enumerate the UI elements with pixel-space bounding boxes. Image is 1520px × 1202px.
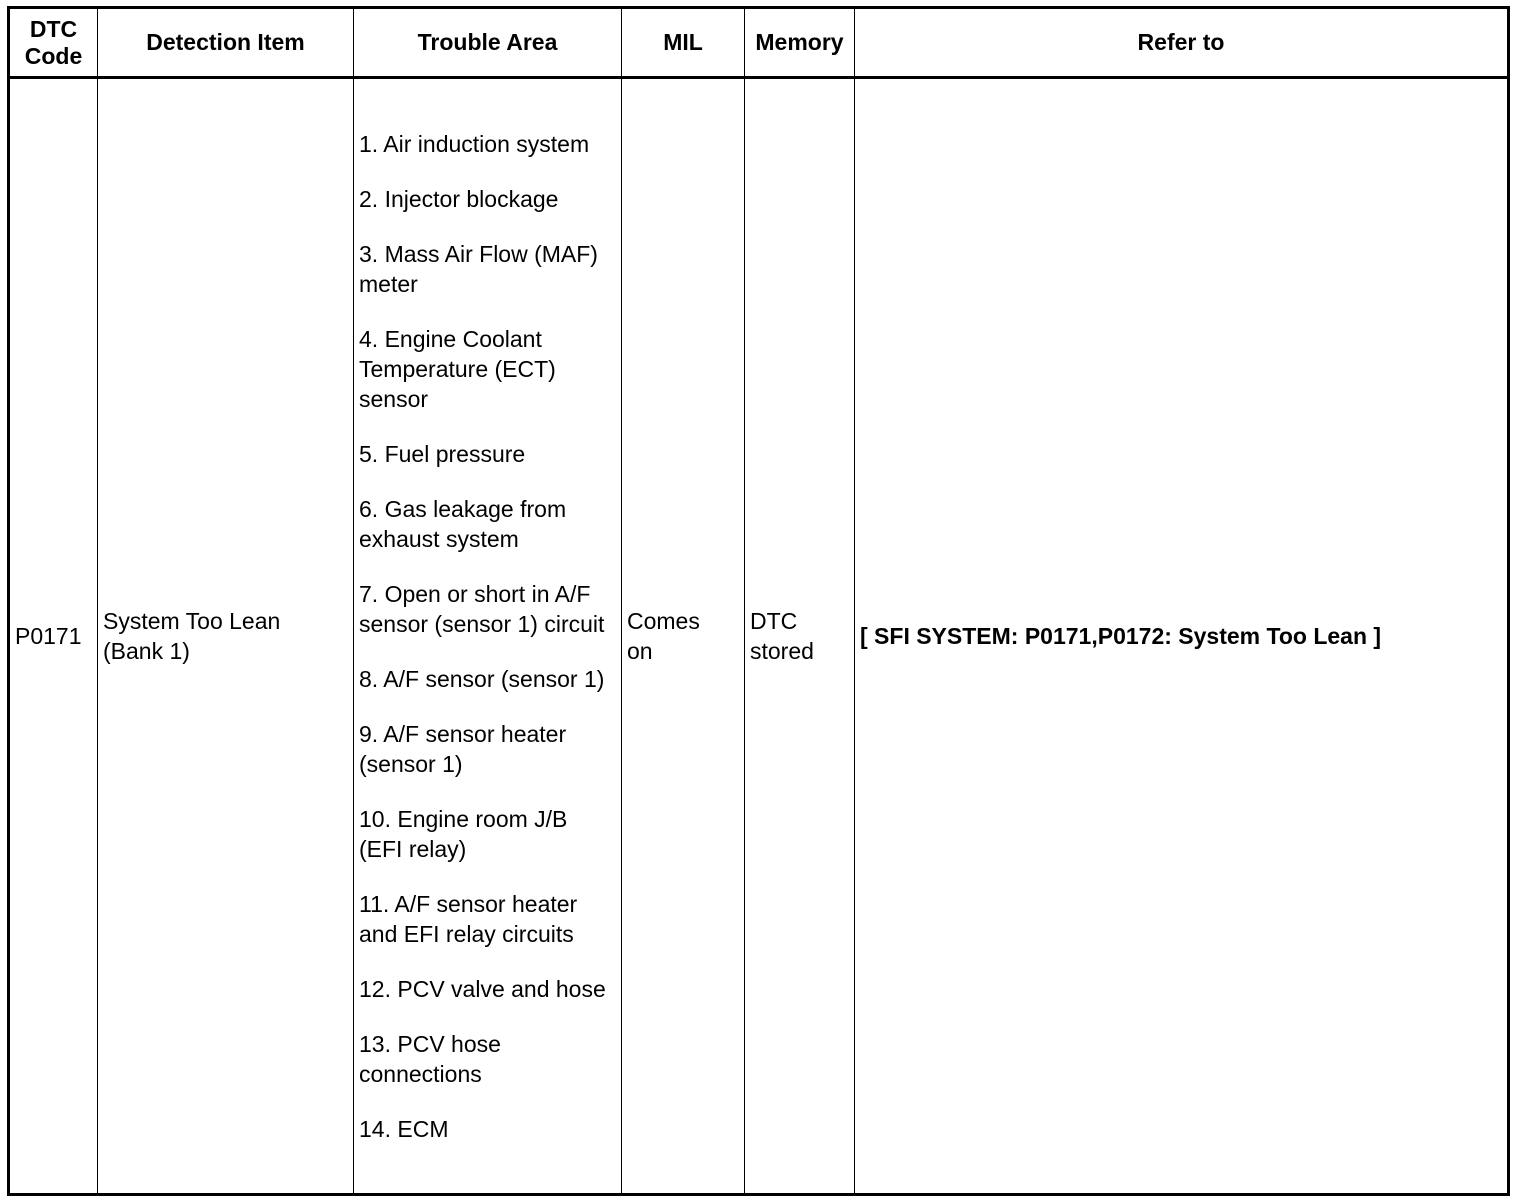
memory-line1: DTC — [750, 608, 798, 634]
header-dtc-code-line2: Code — [24, 42, 83, 69]
dtc-code-cell: P0171 — [9, 78, 98, 1195]
trouble-area-list — [359, 129, 617, 1144]
trouble-area-item: 10. Engine room J/B (EFI relay) — [359, 805, 568, 862]
trouble-area-item: 14. ECM — [359, 1115, 449, 1142]
trouble-area-item: 8. A/F sensor (sensor 1) — [359, 665, 605, 692]
header-trouble-area: Trouble Area — [354, 8, 622, 78]
mil-cell — [622, 78, 745, 1195]
header-refer-to: Refer to — [855, 8, 1509, 78]
trouble-area-item: 5. Fuel pressure — [359, 440, 526, 467]
detection-item-line1: System Too Lean — [103, 608, 281, 634]
trouble-area-item: 4. Engine Coolant Temperature (ECT) sensor — [359, 325, 556, 412]
mil-line1: Comes — [627, 608, 700, 634]
detection-item-line2: (Bank 1) — [103, 638, 190, 664]
memory-line2: stored — [750, 638, 814, 664]
trouble-area-item: 6. Gas leakage from exhaust system — [359, 495, 567, 552]
memory-cell — [745, 78, 855, 1195]
trouble-area-item: 7. Open or short in A/F sensor (sensor 1) circuit — [359, 580, 605, 637]
trouble-area-item: 9. A/F sensor heater (sensor 1) — [359, 720, 567, 777]
trouble-area-item: 12. PCV valve and hose — [359, 975, 606, 1002]
trouble-area-cell — [354, 78, 622, 1195]
header-dtc-code — [9, 8, 98, 78]
dtc-table — [7, 6, 1510, 1196]
trouble-area-item: 1. Air induction system — [359, 130, 590, 157]
mil-line2: on — [627, 638, 653, 664]
trouble-area-item: 11. A/F sensor heater and EFI relay circuits — [359, 890, 578, 947]
table-row — [9, 78, 1509, 1195]
refer-to-link[interactable]: [ SFI SYSTEM: P0171,P0172: System Too Lean ] — [855, 78, 1509, 1195]
header-dtc-code-line1: DTC — [29, 15, 78, 42]
header-row — [9, 8, 1509, 78]
header-detection-item: Detection Item — [98, 8, 354, 78]
trouble-area-item: 2. Injector blockage — [359, 185, 559, 212]
trouble-area-item: 13. PCV hose connections — [359, 1030, 501, 1087]
header-memory: Memory — [745, 8, 855, 78]
detection-item-cell — [98, 78, 354, 1195]
trouble-area-item: 3. Mass Air Flow (MAF) meter — [359, 240, 598, 297]
header-mil: MIL — [622, 8, 745, 78]
